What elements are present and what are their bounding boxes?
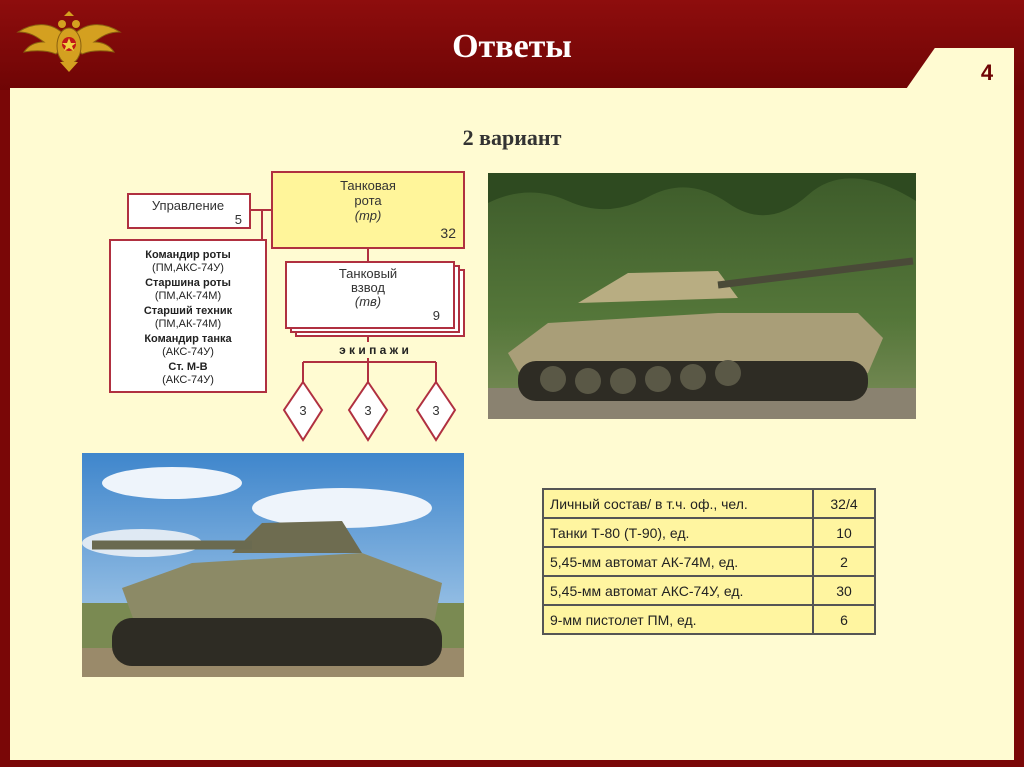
- company-line1: Танковая: [340, 178, 396, 193]
- crew-count-1: 3: [299, 403, 307, 418]
- crew-count-3: 3: [432, 403, 440, 418]
- table-cell-label: Танки Т-80 (Т-90), ед.: [543, 518, 813, 547]
- table-cell-label: Личный состав/ в т.ч. оф., чел.: [543, 489, 813, 518]
- tank-photo-sky: [82, 453, 464, 677]
- personnel-role-3: Старший техник: [143, 305, 233, 317]
- management-label: Управление: [151, 198, 225, 213]
- personnel-role-2: Старшина роты: [145, 277, 231, 289]
- personnel-weapon-4: (АКС-74У): [162, 346, 214, 358]
- platoon-abbr: (тв): [354, 294, 382, 309]
- personnel-weapon-5: (АКС-74У): [162, 374, 214, 386]
- variant-heading: 2 вариант: [462, 125, 562, 150]
- company-count: 32: [440, 225, 456, 241]
- table-cell-value: 6: [813, 605, 875, 634]
- table-cell-label: 9-мм пистолет ПМ, ед.: [543, 605, 813, 634]
- org-chart: [100, 170, 480, 450]
- table-row: [543, 518, 875, 547]
- table-cell-label: 5,45-мм автомат АКС-74У, ед.: [543, 576, 813, 605]
- equipment-table: [542, 488, 876, 635]
- management-count: 5: [234, 212, 242, 227]
- table-cell-label: 5,45-мм автомат АК-74М, ед.: [543, 547, 813, 576]
- platoon-line2: взвод: [350, 280, 386, 295]
- table-cell-value: 30: [813, 576, 875, 605]
- crew-count-2: 3: [364, 403, 372, 418]
- platoon-line1: Танковый: [338, 266, 398, 281]
- personnel-weapon-3: (ПМ,АК-74М): [154, 318, 222, 330]
- personnel-role-5: Ст. М-В: [168, 361, 208, 373]
- crews-label: э к и п а ж и: [339, 343, 409, 357]
- personnel-weapon-2: (ПМ,АК-74М): [154, 290, 222, 302]
- table-cell-value: 2: [813, 547, 875, 576]
- personnel-role-1: Командир роты: [145, 249, 231, 261]
- table-row: [543, 547, 875, 576]
- table-row: [543, 605, 875, 634]
- slide-title: Ответы: [452, 28, 572, 65]
- table-cell-value: 10: [813, 518, 875, 547]
- personnel-weapon-1: (ПМ,АКС-74У): [152, 262, 224, 274]
- personnel-role-4: Командир танка: [144, 333, 232, 345]
- tank-photo-forest: [488, 173, 916, 419]
- table-cell-value: 32/4: [813, 489, 875, 518]
- page-number: 4: [980, 60, 994, 85]
- company-abbr: (тр): [354, 208, 382, 223]
- table-row: [543, 489, 875, 518]
- platoon-count: 9: [432, 308, 440, 323]
- table-row: [543, 576, 875, 605]
- company-line2: рота: [354, 193, 382, 208]
